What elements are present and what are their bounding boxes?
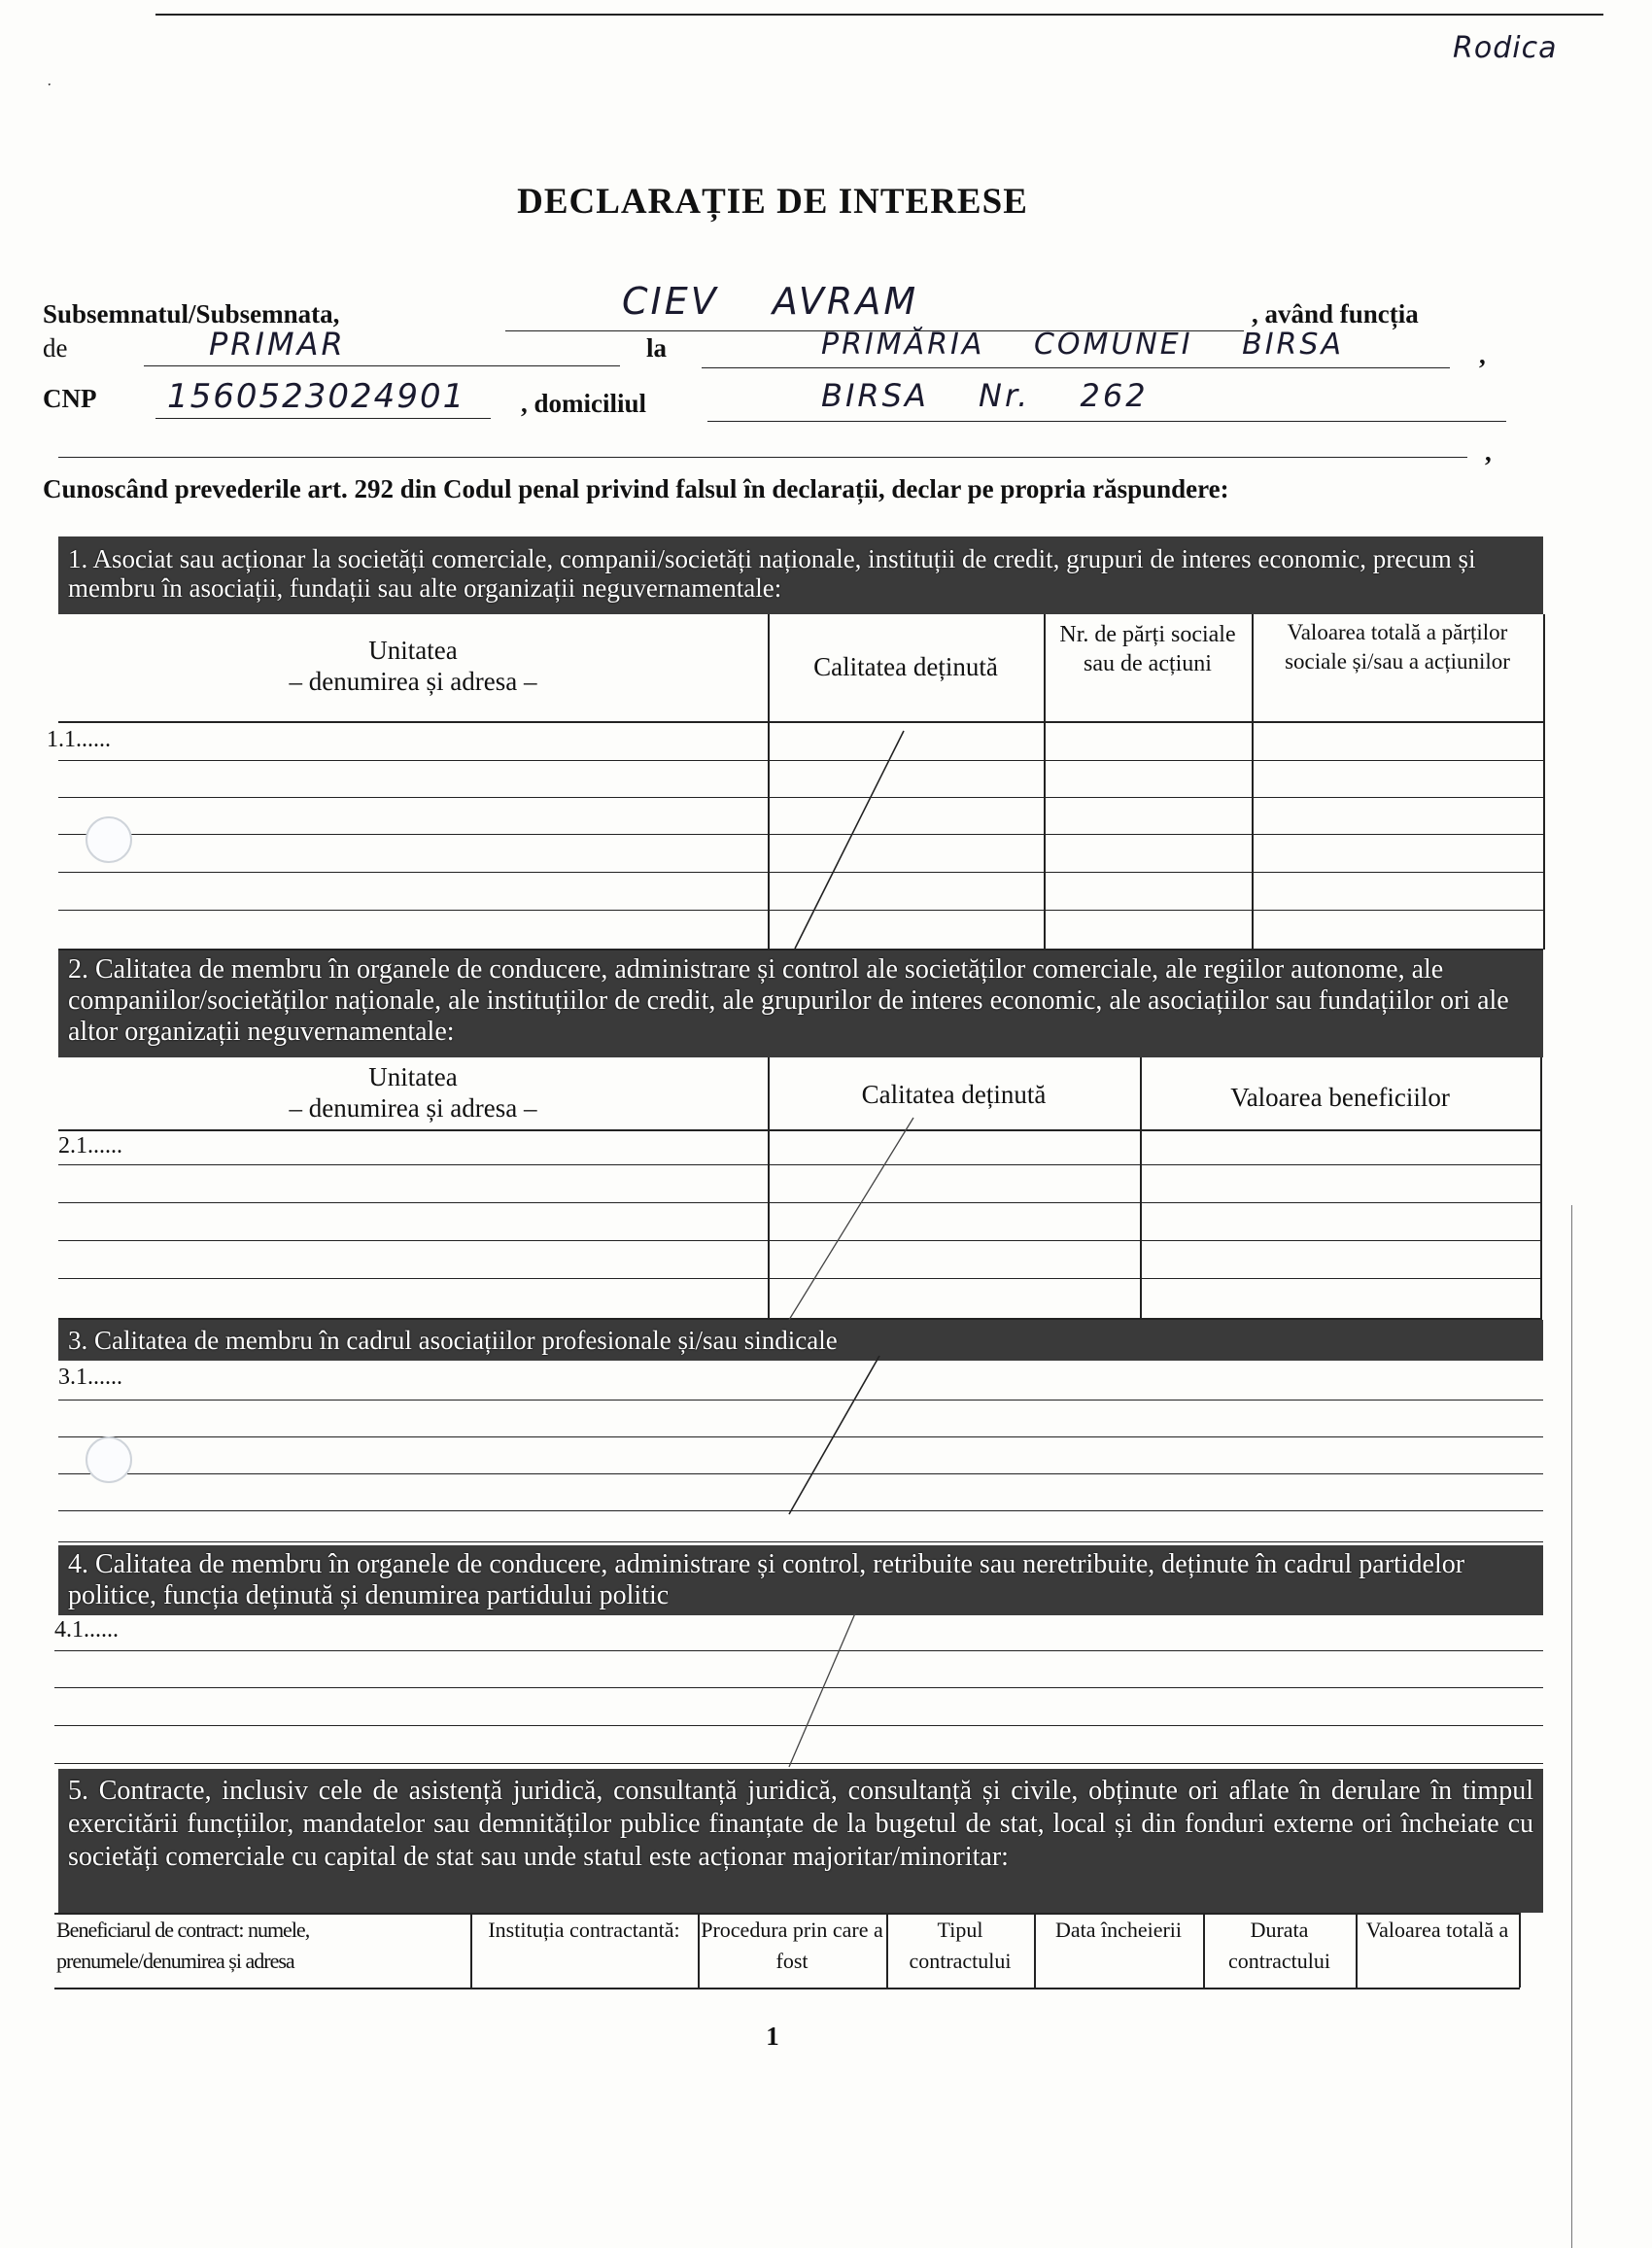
cnp-label: CNP (43, 384, 97, 413)
s2-col3-header: Valoarea beneficiilor (1230, 1083, 1450, 1112)
address-label: , domiciliul (521, 389, 647, 418)
page-title: DECLARAȚIE DE INTERESE (517, 182, 1028, 222)
s5-col1-header: Beneficiarul de contract: numele, prenumele/denumirea și adresa (56, 1918, 310, 1973)
cancel-stroke-4 (789, 1613, 855, 1767)
function-value: PRIMAR (209, 326, 346, 363)
at-label: la (646, 333, 668, 363)
s5-col4-header: Tipul contractului (909, 1918, 1012, 1973)
s1-col2-header: Calitatea deținută (813, 652, 998, 681)
cancel-stroke-1 (795, 731, 904, 949)
institution-value: PRIMĂRIA COMUNEI BIRSA (821, 328, 1344, 362)
s5-col7-header: Valoarea totală a (1365, 1918, 1509, 1942)
cnp-value: 1560523024901 (167, 377, 466, 416)
section1-heading-text: 1. Asociat sau acționar la societăți comerciale, companii/societăți naționale, instituții de credit, grupuri de interes economic, precum și membru în asociații, fundații sau alte organizații neguvernamentale: (68, 544, 1476, 603)
s5-col2-header: Instituția contractantă: (488, 1918, 680, 1942)
s3-row1-label: 3.1...... (58, 1365, 122, 1390)
section4-heading-text: 4. Calitatea de membru în organele de conducere, administrare și control, retribuite sau neretribuite, deținute în cadrul partidelor politice, funcția deținută și denumirea partidului politic (68, 1549, 1465, 1610)
s5-col3-header: Procedura prin care a fost (701, 1918, 883, 1973)
s2-col1-title: Unitatea (368, 1062, 458, 1091)
function-prefix: de (43, 333, 68, 363)
institution-comma: , (1479, 340, 1486, 369)
s2-row1-label: 2.1...... (58, 1133, 122, 1159)
s1-col4-header: Valoarea totală a părților sociale și/sau a acțiunilor (1285, 620, 1510, 674)
function-label: , având funcția (1252, 299, 1419, 329)
section5-heading-text: 5. Contracte, inclusiv cele de asistență juridică, consultanță juridică, consultanță și civile, obținute ori aflate în derulare în timpul exercitării funcțiilor, mandatelor sau demnităților publice finanțate de la bugetul de stat, local și din fonduri externe ori încheiate cu societăți comerciale cu capital de stat sau unde statul este acționar majoritar/minoritar: (68, 1776, 1533, 1872)
corner-note: Rodica (1453, 31, 1558, 65)
s4-row1-label: 4.1...... (54, 1617, 119, 1643)
s1-col1-subtitle: – denumirea și adresa – (289, 667, 537, 696)
page-number: 1 (766, 2022, 779, 2051)
name-label: Subsemnatul/Subsemnata, (43, 299, 340, 329)
cancel-stroke-3 (789, 1356, 879, 1514)
s5-col6-header: Durata contractului (1227, 1918, 1331, 1973)
address-value: BIRSA Nr. 262 (821, 377, 1149, 414)
s2-col2-header: Calitatea deținută (861, 1080, 1047, 1109)
s1-col1-title: Unitatea (368, 636, 458, 665)
legal-statement: Cunoscând prevederile art. 292 din Codul penal privind falsul în declarații, declar pe propria răspundere: (43, 474, 1229, 503)
cancel-stroke-2 (789, 1118, 913, 1320)
scan-edge (1571, 1205, 1572, 2248)
name-value: CIEV AVRAM (622, 280, 919, 323)
s1-col3-header: Nr. de părți sociale sau de acțiuni (1059, 622, 1236, 676)
address-comma: , (1485, 437, 1492, 467)
s1-row1-label: 1.1...... (47, 727, 111, 752)
section3-heading-text: 3. Calitatea de membru în cadrul asociațiilor profesionale și/sau sindicale (68, 1326, 838, 1355)
scan-mark-icon: ˑ (47, 76, 52, 97)
s5-col5-header: Data încheierii (1054, 1918, 1183, 1942)
s2-col1-subtitle: – denumirea și adresa – (289, 1093, 537, 1123)
section2-heading-text: 2. Calitatea de membru în organele de conducere, administrare și control ale societăților comerciale, ale regiilor autonome, ale companiilor/societăților naționale, ale instituțiilor de credit, ale grupurilor de interes economic, ale asociațiilor sau fundațiilor ori ale altor organizații neguvernamentale: (68, 954, 1509, 1047)
